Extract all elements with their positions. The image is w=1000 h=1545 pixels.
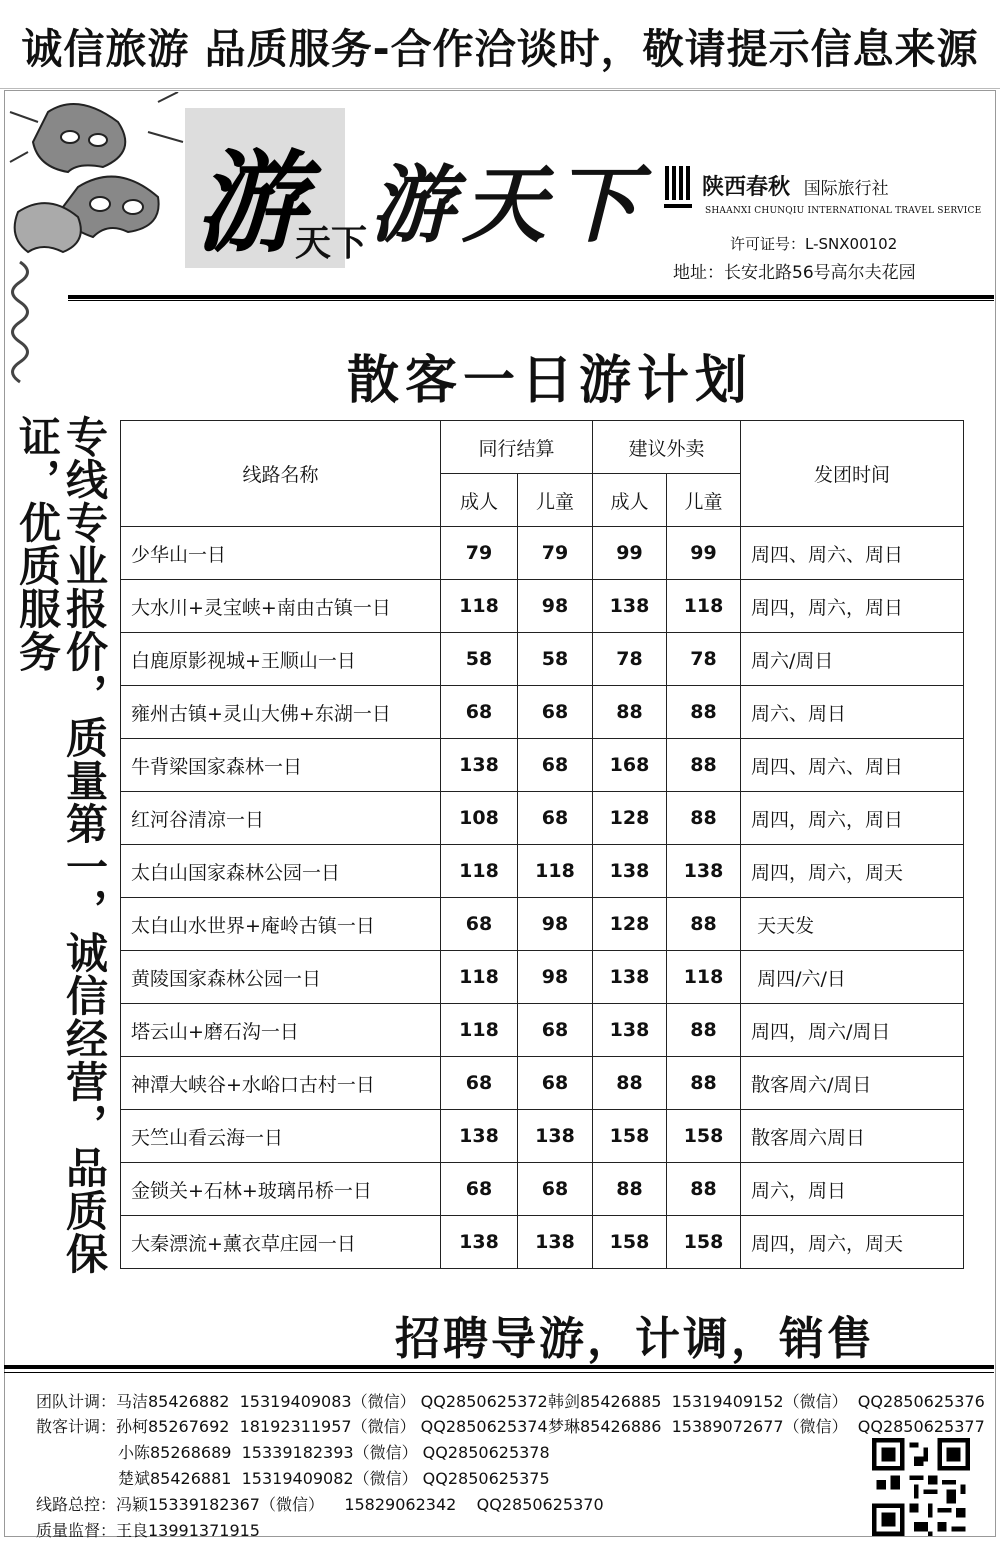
trade-adult-price: 68 (441, 898, 518, 951)
trade-adult-price: 68 (441, 1163, 518, 1216)
departure-days: 周四、周六、周日 (741, 527, 964, 580)
trade-adult-price: 118 (441, 951, 518, 1004)
route-name-cell: 大水川+灵宝峡+南由古镇一日 (121, 580, 441, 633)
logo-small-text: 天下 (295, 222, 368, 264)
table-row (121, 1216, 964, 1269)
trade-adult-price: 79 (441, 527, 518, 580)
table-row (121, 1163, 964, 1216)
route-name-cell: 神潭大峡谷+水峪口古村一日 (121, 1057, 441, 1110)
route-name-cell: 天竺山看云海一日 (121, 1110, 441, 1163)
footer-rule-thin (4, 1372, 994, 1373)
table-row (121, 739, 964, 792)
agency-name-main: 陕西春秋 (702, 175, 791, 200)
table-row (121, 898, 964, 951)
table-row (121, 1110, 964, 1163)
departure-days: 周四、周六、周日 (741, 739, 964, 792)
table-row (121, 580, 964, 633)
contact-fit-3: 小陈85268689 15339182393（微信） QQ2850625378 (118, 1443, 550, 1462)
table-row (121, 633, 964, 686)
trade-child-price: 98 (518, 580, 593, 633)
retail-child-price: 118 (667, 951, 741, 1004)
retail-adult-price: 128 (593, 792, 667, 845)
departure-days: 周四，周六，周日 (741, 792, 964, 845)
table-row (121, 1057, 964, 1110)
trade-child-price: 58 (518, 633, 593, 686)
header-retail-adult: 成人 (593, 474, 667, 527)
agency-name-suffix: 国际旅行社 (803, 179, 889, 199)
retail-child-price: 99 (667, 527, 741, 580)
trade-child-price: 138 (518, 1216, 593, 1269)
table-row (121, 686, 964, 739)
retail-child-price: 88 (667, 792, 741, 845)
retail-adult-price: 168 (593, 739, 667, 792)
departure-days: 散客周六周日 (741, 1110, 964, 1163)
table-row (121, 527, 964, 580)
contact-route-control: 线路总控：冯颖15339182367（微信） 15829062342 QQ2850625370 (36, 1495, 604, 1514)
route-name-cell: 白鹿原影视城+王顺山一日 (121, 633, 441, 686)
departure-days: 周四，周六，周天 (741, 1216, 964, 1269)
table-row (121, 845, 964, 898)
retail-adult-price: 158 (593, 1110, 667, 1163)
table-row (121, 792, 964, 845)
brand-title: 游天下 (370, 155, 647, 254)
agency-name (702, 170, 889, 201)
departure-days: 周四，周六，周天 (741, 845, 964, 898)
route-name-cell: 少华山一日 (121, 527, 441, 580)
route-name-cell: 黄陵国家森林公园一日 (121, 951, 441, 1004)
trade-child-price: 68 (518, 792, 593, 845)
trade-child-price: 98 (518, 951, 593, 1004)
vertical-slogan: 专线专业报价，质量第一，诚信经营，品质保证，优质服务 (13, 415, 109, 1275)
retail-adult-price: 88 (593, 686, 667, 739)
trade-adult-price: 138 (441, 1216, 518, 1269)
retail-adult-price: 138 (593, 580, 667, 633)
trade-adult-price: 118 (441, 845, 518, 898)
retail-adult-price: 78 (593, 633, 667, 686)
retail-child-price: 78 (667, 633, 741, 686)
retail-adult-price: 138 (593, 951, 667, 1004)
retail-adult-price: 158 (593, 1216, 667, 1269)
trade-child-price: 68 (518, 1004, 593, 1057)
contact-team-2: 韩剑85426885 15319409152（微信） QQ2850625376 (548, 1392, 985, 1411)
trade-adult-price: 118 (441, 1004, 518, 1057)
departure-days: 周四，周六，周日 (741, 580, 964, 633)
contact-fit-1: 散客计调：孙柯85267692 18192311957（微信） QQ2850625374 (36, 1417, 548, 1436)
retail-adult-price: 99 (593, 527, 667, 580)
retail-child-price: 158 (667, 1110, 741, 1163)
departure-days: 散客周六/周日 (741, 1057, 964, 1110)
header-trade-adult: 成人 (441, 474, 518, 527)
retail-child-price: 88 (667, 898, 741, 951)
plan-title: 散客一日游计划 (346, 351, 753, 411)
trade-adult-price: 138 (441, 1110, 518, 1163)
agency-logo-icon (664, 164, 692, 214)
contact-fit-4: 楚斌85426881 15319409082（微信） QQ2850625375 (118, 1469, 550, 1488)
trade-child-price: 68 (518, 1057, 593, 1110)
header-rule-thin (68, 300, 994, 301)
retail-child-price: 88 (667, 686, 741, 739)
table-row (121, 951, 964, 1004)
retail-adult-price: 138 (593, 1004, 667, 1057)
retail-adult-price: 128 (593, 898, 667, 951)
header-trade-child: 儿童 (518, 474, 593, 527)
retail-child-price: 88 (667, 1057, 741, 1110)
route-name-cell: 塔云山+磨石沟一日 (121, 1004, 441, 1057)
departure-days: 周四/六/日 (741, 951, 964, 1004)
route-name-cell: 太白山国家森林公园一日 (121, 845, 441, 898)
route-name-cell: 金锁关+石林+玻璃吊桥一日 (121, 1163, 441, 1216)
address: 地址：长安北路56号高尔夫花园 (673, 263, 916, 283)
departure-days: 周六、周日 (741, 686, 964, 739)
trade-adult-price: 118 (441, 580, 518, 633)
recruit-banner: 招聘导游，计调，销售 (395, 1312, 876, 1365)
departure-days: 天天发 (741, 898, 964, 951)
header-retail-price: 建议外卖 (593, 421, 741, 474)
retail-child-price: 118 (667, 580, 741, 633)
banner-text: 诚信旅游 品质服务-合作洽谈时，敬请提示信息来源 (21, 25, 979, 73)
route-name-cell: 牛背梁国家森林一日 (121, 739, 441, 792)
trade-child-price: 118 (518, 845, 593, 898)
header-rule (68, 295, 994, 299)
qr-code-icon (872, 1438, 970, 1536)
header-departure: 发团时间 (741, 421, 964, 527)
contact-quality: 质量监督：王良13991371915 (36, 1521, 260, 1540)
header-route: 线路名称 (121, 421, 441, 527)
license-number: 许可证号：L-SNX00102 (730, 235, 898, 253)
route-name-cell: 大秦漂流+薰衣草庄园一日 (121, 1216, 441, 1269)
tour-price-table (120, 420, 964, 1269)
departure-days: 周六，周日 (741, 1163, 964, 1216)
trade-child-price: 138 (518, 1110, 593, 1163)
retail-child-price: 88 (667, 1004, 741, 1057)
trade-adult-price: 108 (441, 792, 518, 845)
contact-team-1: 团队计调：马洁85426882 15319409083（微信） QQ2850625372 (36, 1392, 548, 1411)
retail-child-price: 88 (667, 1163, 741, 1216)
trade-child-price: 79 (518, 527, 593, 580)
trade-child-price: 68 (518, 739, 593, 792)
trade-child-price: 98 (518, 898, 593, 951)
header-retail-child: 儿童 (667, 474, 741, 527)
trade-adult-price: 138 (441, 739, 518, 792)
table-row (121, 1004, 964, 1057)
top-banner (0, 0, 1000, 89)
header-trade-price: 同行结算 (441, 421, 593, 474)
trade-child-price: 68 (518, 686, 593, 739)
trade-adult-price: 68 (441, 686, 518, 739)
contact-fit-2: 梦琳85426886 15389072677（微信） QQ2850625377 (548, 1417, 985, 1436)
retail-child-price: 138 (667, 845, 741, 898)
retail-child-price: 88 (667, 739, 741, 792)
retail-adult-price: 88 (593, 1057, 667, 1110)
departure-days: 周四，周六/周日 (741, 1004, 964, 1057)
agency-name-english: SHAANXI CHUNQIU INTERNATIONAL TRAVEL SERVICE (705, 206, 982, 216)
logo-calligraphy: 游 (195, 138, 305, 267)
route-name-cell: 太白山水世界+庵岭古镇一日 (121, 898, 441, 951)
trade-child-price: 68 (518, 1163, 593, 1216)
retail-child-price: 158 (667, 1216, 741, 1269)
tour-table-body (121, 527, 964, 1269)
departure-days: 周六/周日 (741, 633, 964, 686)
trade-adult-price: 58 (441, 633, 518, 686)
footer-rule (4, 1365, 994, 1369)
route-name-cell: 雍州古镇+灵山大佛+东湖一日 (121, 686, 441, 739)
route-name-cell: 红河谷清凉一日 (121, 792, 441, 845)
retail-adult-price: 138 (593, 845, 667, 898)
retail-adult-price: 88 (593, 1163, 667, 1216)
trade-adult-price: 68 (441, 1057, 518, 1110)
